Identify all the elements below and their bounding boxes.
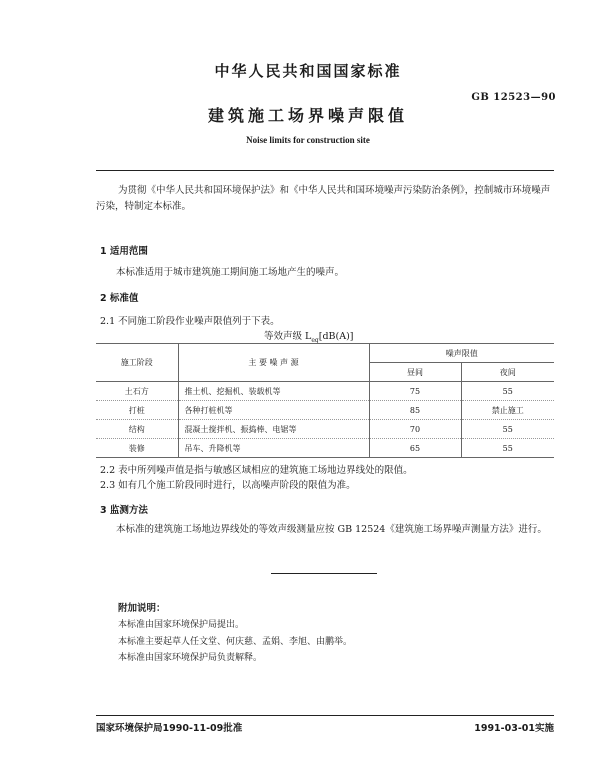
- cell-day: 65: [369, 439, 461, 458]
- caption-subscript: eq: [311, 336, 319, 344]
- intro-paragraph: 为贯彻《中华人民共和国环境保护法》和《中华人民共和国环境噪声污染防治条例》，控制城市环境噪声污染，特制定本标准。: [96, 185, 551, 212]
- table-row: [96, 420, 554, 439]
- effective-date: 1991-03-01实施: [474, 723, 554, 734]
- header-source: 主 要 噪 声 源: [178, 344, 369, 382]
- cell-night: 55: [461, 439, 554, 458]
- cell-stage: 土石方: [96, 382, 178, 401]
- appendix-line: 本标准主要起草人任文堂、何庆慈、孟娟、李旭、由鹏举。: [118, 637, 353, 647]
- section-1-heading: 1 适用范围: [100, 246, 148, 257]
- header-stage: 施工阶段: [96, 344, 178, 382]
- document-subtitle-english: Noise limits for construction site: [246, 135, 370, 145]
- cell-stage: 装修: [96, 439, 178, 458]
- header-night: 夜间: [461, 363, 554, 382]
- cell-stage: 打桩: [96, 401, 178, 420]
- caption-prefix: 等效声级 L: [264, 331, 312, 342]
- clause-2-1: 2.1 不同施工阶段作业噪声限值列于下表。: [100, 316, 280, 327]
- cell-day: 85: [369, 401, 461, 420]
- cell-source: 各种打桩机等: [178, 401, 369, 420]
- appendix-title: 附加说明：: [118, 603, 166, 614]
- table-caption: [264, 328, 354, 344]
- clause-2-2: 2.2 表中所列噪声值是指与敏感区域相应的建筑施工场地边界线处的限值。: [100, 465, 413, 476]
- caption-suffix: [dB(A)]: [318, 331, 354, 342]
- document-title: 建筑施工场界噪声限值: [207, 106, 408, 125]
- approval-note: 国家环境保护局1990-11-09批准: [96, 723, 243, 734]
- clause-2-3: 2.3 如有几个施工阶段同时进行，以高噪声阶段的限值为准。: [100, 480, 356, 491]
- cell-stage: 结构: [96, 420, 178, 439]
- standard-number: GB 12523—90: [471, 92, 556, 103]
- cell-source: 推土机、挖掘机、装载机等: [178, 382, 369, 401]
- cell-day: 70: [369, 420, 461, 439]
- section-3-text: 本标准的建筑施工场地边界线处的等效声级测量应按 GB 12524《建筑施工场界噪声测量方法》进行。: [116, 524, 547, 535]
- cell-night: 55: [461, 420, 554, 439]
- bottom-divider: [96, 715, 554, 716]
- appendix-line: 本标准由国家环境保护局负责解释。: [118, 653, 263, 663]
- cell-day: 75: [369, 382, 461, 401]
- appendix-line: 本标准由国家环境保护局提出。: [118, 620, 245, 630]
- short-divider: [271, 573, 377, 574]
- table-header-row: [96, 344, 554, 363]
- section-1-text: 本标准适用于城市建筑施工期间施工场地产生的噪声。: [116, 267, 345, 278]
- section-3-heading: 3 监测方法: [100, 505, 148, 516]
- cell-source: 吊车、升降机等: [178, 439, 369, 458]
- header-limit: 噪声限值: [369, 344, 554, 363]
- noise-limits-table: [96, 343, 554, 458]
- table-row: [96, 401, 554, 420]
- top-divider: [96, 170, 554, 171]
- table-row: [96, 382, 554, 401]
- section-2-heading: 2 标准值: [100, 293, 139, 304]
- table-row: [96, 439, 554, 458]
- header-day: 昼间: [369, 363, 461, 382]
- issuing-body-heading: 中华人民共和国国家标准: [214, 62, 402, 80]
- cell-source: 混凝土搅拌机、振捣棒、电锯等: [178, 420, 369, 439]
- cell-night: 禁止施工: [461, 401, 554, 420]
- cell-night: 55: [461, 382, 554, 401]
